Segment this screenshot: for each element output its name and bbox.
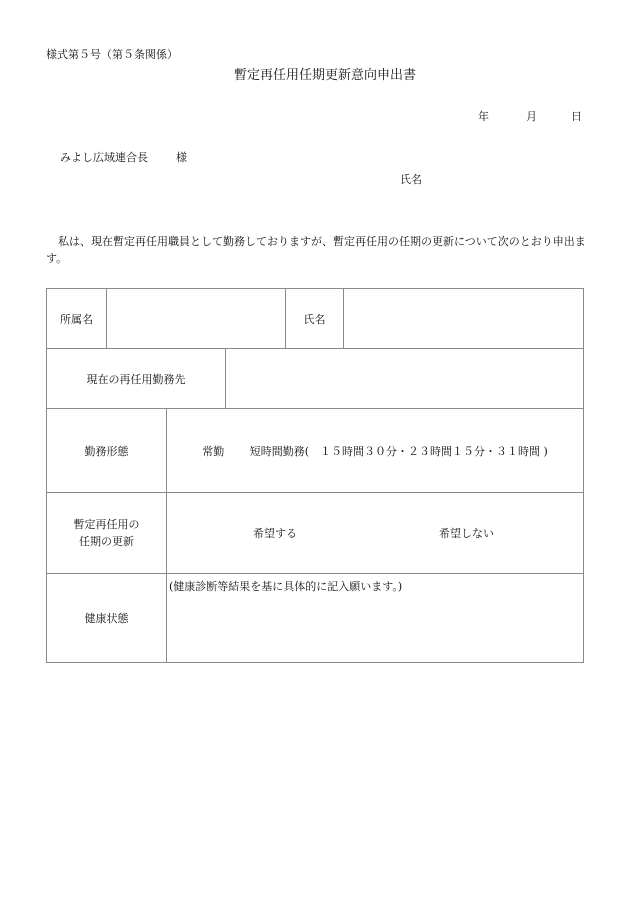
renewal-label-line2: 任期の更新	[79, 535, 134, 548]
application-statement: 私は、現在暫定再任用職員として勤務しておりますが、暫定再任用の任期の更新について次のとおり申出ます。	[46, 235, 586, 265]
health-label: 健康状態	[47, 574, 167, 663]
work-type-full-option[interactable]: 常勤	[202, 444, 225, 458]
name-label: 氏名	[286, 289, 344, 349]
table-row	[47, 349, 584, 409]
current-workplace-label: 現在の再任用勤務先	[47, 349, 226, 409]
work-type-label: 勤務形態	[47, 409, 167, 493]
table-row	[47, 574, 584, 663]
health-note: (健康診断等結果を基に具体的に記入願います。)	[169, 580, 403, 593]
addressee-name: みよし広域連合長	[60, 151, 148, 164]
table-row	[47, 289, 584, 349]
renewal-label	[47, 493, 167, 574]
application-form-table	[46, 288, 584, 663]
work-type-short-option[interactable]: 短時間勤務( １５時間３０分・２３時間１５分・３１時間 )	[249, 444, 548, 458]
date-year-label: 年	[478, 110, 489, 123]
date-day-label: 日	[571, 110, 582, 123]
applicant-name-label: 氏名	[400, 173, 422, 186]
renewal-yes-option[interactable]: 希望する	[253, 527, 297, 540]
current-workplace-field[interactable]	[226, 349, 584, 409]
affiliation-label: 所属名	[47, 289, 107, 349]
health-field[interactable]	[167, 574, 584, 663]
renewal-options	[167, 493, 584, 574]
name-field[interactable]	[344, 289, 584, 349]
table-row	[47, 493, 584, 574]
table-row	[47, 409, 584, 493]
renewal-label-line1: 暫定再任用の	[73, 518, 140, 531]
addressee-honorific: 様	[176, 151, 187, 164]
renewal-no-option[interactable]: 希望しない	[439, 527, 494, 540]
work-type-options	[167, 409, 584, 493]
date-month-label: 月	[526, 110, 537, 123]
affiliation-field[interactable]	[107, 289, 286, 349]
page-title: 暫定再任用任期更新意向申出書	[233, 68, 416, 83]
form-number: 様式第５号（第５条関係）	[46, 48, 178, 61]
